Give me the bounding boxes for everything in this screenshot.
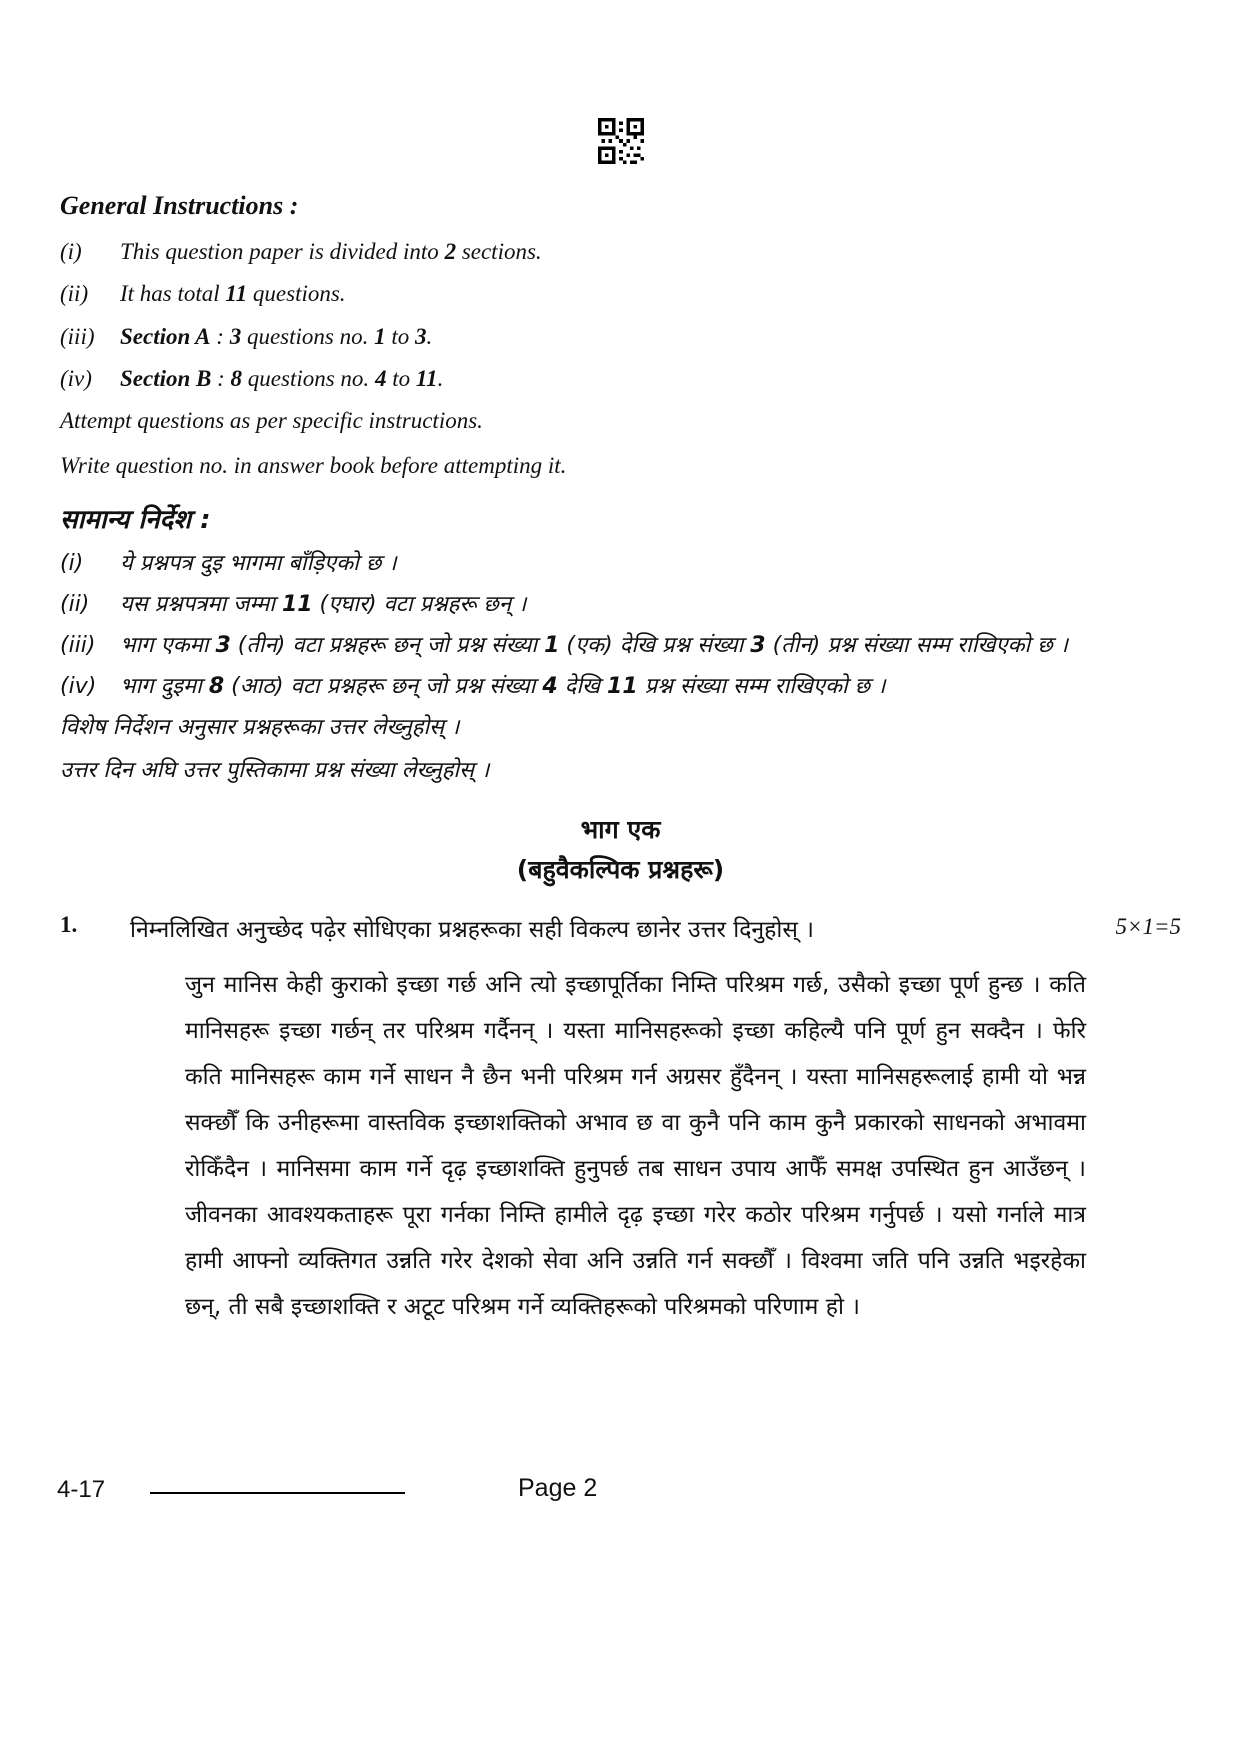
instruction-note-en-1: Attempt questions as per specific instructions. bbox=[60, 408, 483, 434]
section-title: भाग एक bbox=[580, 815, 661, 845]
instruction-text: Section A : 3 questions no. 1 to 3. bbox=[120, 323, 433, 349]
footer-rule bbox=[150, 1492, 405, 1494]
samanya-nirdesh-heading: सामान्य निर्देश : bbox=[60, 505, 211, 536]
instruction-number: (iii) bbox=[60, 323, 95, 349]
instruction-number: (i) bbox=[60, 239, 82, 264]
instruction-number: (iii) bbox=[60, 632, 96, 658]
section-subtitle: (बहुवैकल्पिक प्रश्नहरू) bbox=[516, 855, 725, 885]
instruction-item-en-3 bbox=[60, 320, 1181, 353]
instruction-text: ये प्रश्नपत्र दुइ भागमा बाँड़िएको छ । bbox=[120, 551, 397, 577]
general-instructions-heading: General Instructions : bbox=[60, 191, 299, 220]
instruction-text: This question paper is divided into 2 sections. bbox=[120, 239, 542, 264]
general-instructions-list bbox=[60, 235, 1181, 482]
paper-code: 4-17 bbox=[57, 1476, 106, 1503]
question-marks: 5×1=5 bbox=[1115, 914, 1181, 940]
instruction-note-en-2: Write question no. in answer book before attempting it. bbox=[60, 452, 567, 478]
instruction-item-ne-4 bbox=[60, 671, 1181, 703]
nepali-instructions-list bbox=[60, 548, 1181, 786]
instruction-note-ne-2: उत्तर दिन अघि उत्तर पुस्तिकामा प्रश्न संख्या लेख्नुहोस् । bbox=[60, 757, 490, 783]
instruction-item-ne-3 bbox=[60, 630, 1181, 662]
instruction-note-ne-1: विशेष निर्देशन अनुसार प्रश्नहरूका उत्तर लेख्नुहोस् । bbox=[60, 714, 460, 740]
instruction-item-en-2 bbox=[60, 277, 1181, 310]
qr-code bbox=[598, 118, 644, 164]
instruction-text: यस प्रश्नपत्रमा जम्मा 11 (एघार) वटा प्रश्नहरू छन् । bbox=[120, 591, 527, 617]
instruction-number: (iv) bbox=[60, 673, 97, 699]
instruction-number: (ii) bbox=[60, 591, 90, 617]
instruction-item-ne-2 bbox=[60, 589, 1181, 621]
instruction-text: भाग दुइमा 8 (आठ) वटा प्रश्नहरू छन् जो प्रश्न संख्या 4 देखि 11 प्रश्न संख्या सम्म राखिएको छ । bbox=[120, 673, 886, 699]
instruction-item-en-4 bbox=[60, 362, 1181, 395]
page-footer bbox=[0, 1472, 1241, 1516]
instruction-text: Section B : 8 questions no. 4 to 11. bbox=[120, 366, 444, 392]
instruction-text: भाग एकमा 3 (तीन) वटा प्रश्नहरू छन् जो प्रश्न संख्या 1 (एक) देखि प्रश्न संख्या 3 (तीन) प्रश्न संख्या सम्म राखिएको छ । bbox=[120, 632, 1068, 658]
instruction-item-ne-1 bbox=[60, 548, 1181, 580]
reading-passage: जुन मानिस केही कुराको इच्छा गर्छ अनि त्यो इच्छापूर्तिका निम्ति परिश्रम गर्छ, उसैको इच्छा पूर्ण हुन्छ । कति मानिसहरू इच्छा गर्छन् तर परिश्रम गर्दैनन् । यस्ता मानिसहरूको इच्छा कहिल्यै पनि पूर्ण हुन सक्दैन । फेरि कति मानिसहरू काम गर्ने साधन नै छैन भनी परिश्रम गर्न अग्रसर हुँदैनन् । यस्ता मानिसहरूलाई हामी यो भन्न सक्छौँ कि उनीहरूमा वास्तविक इच्छाशक्तिको अभाव छ वा कुनै पनि काम कुनै प्रकारको साधनको अभावमा रोकिँदैन । मानिसमा काम गर्ने दृढ़ इच्छाशक्ति हुनुपर्छ तब साधन उपाय आफैँ समक्ष उपस्थित हुन आउँछन् । जीवनका आवश्यकताहरू पूरा गर्नका निम्ति हामीले दृढ़ इच्छा गरेर कठोर परिश्रम गर्नुपर्छ । यसो गर्नाले मात्र हामी आफ्नो व्यक्तिगत उन्नति गरेर देशको सेवा अनि उन्नति गर्न सक्छौँ । विश्वमा जति पनि उन्नति भइरहेका छन्, ती सबै इच्छाशक्ति र अटूट परिश्रम गर्ने व्यक्तिहरूको परिश्रमको परिणाम हो । bbox=[185, 972, 1086, 1321]
question-number: 1. bbox=[60, 912, 78, 938]
question-text: निम्नलिखित अनुच्छेद पढ़ेर सोधिएका प्रश्नहरूका सही विकल्प छानेर उत्तर दिनुहोस् । bbox=[130, 917, 814, 944]
instruction-number: (i) bbox=[60, 551, 84, 577]
qr-code-container bbox=[60, 0, 1181, 169]
question-1-row bbox=[60, 912, 1181, 944]
instruction-number: (ii) bbox=[60, 281, 89, 307]
instruction-text: It has total 11 questions. bbox=[120, 281, 346, 307]
instruction-item-en-1 bbox=[60, 235, 1181, 268]
page-number: Page 2 bbox=[518, 1474, 598, 1502]
instruction-number: (iv) bbox=[60, 366, 92, 392]
